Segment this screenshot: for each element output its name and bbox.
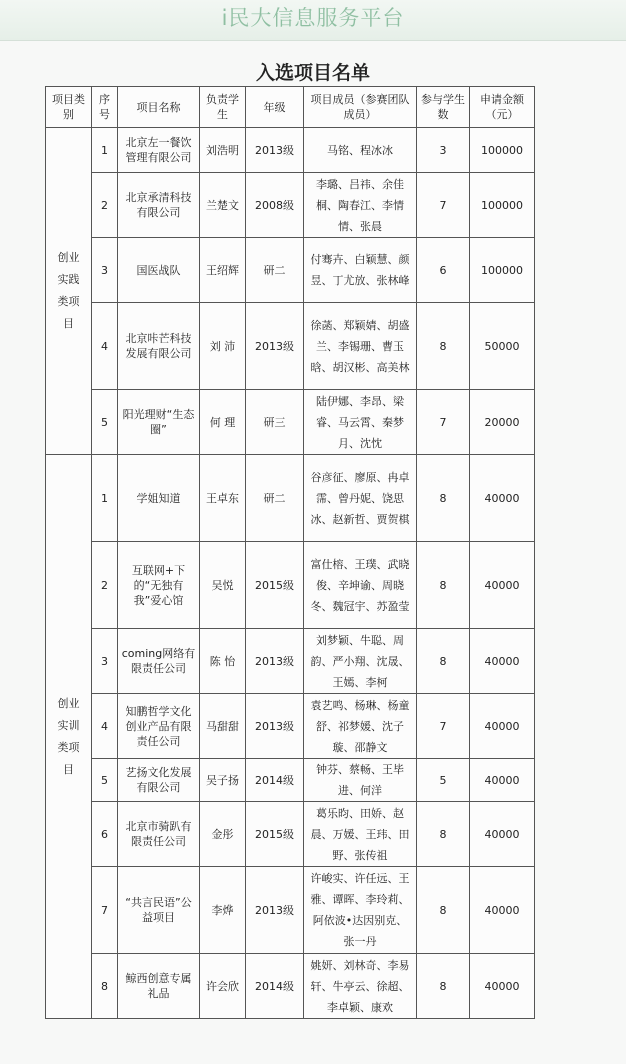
grade: 2015级 (246, 542, 304, 629)
table-row (46, 694, 535, 759)
table-row (46, 867, 535, 954)
student-count: 6 (417, 238, 470, 303)
requested-amount: 40000 (470, 629, 535, 694)
team-members: 许峻实、许任远、王雅、谭晖、李玲莉、阿依波•达因别克、张一丹 (304, 867, 417, 954)
student-count: 7 (417, 390, 470, 455)
table-row (46, 759, 535, 802)
student-count: 7 (417, 694, 470, 759)
requested-amount: 40000 (470, 455, 535, 542)
category-cell: 创业实训类项目 (46, 455, 92, 1019)
table-row (46, 173, 535, 238)
header-student-count: 参与学生数 (417, 87, 470, 128)
table-row (46, 390, 535, 455)
row-number: 3 (92, 629, 118, 694)
student-count: 7 (417, 173, 470, 238)
row-number: 5 (92, 390, 118, 455)
project-name: 北京咔芒科技发展有限公司 (118, 303, 200, 390)
team-members: 谷彦征、廖原、冉卓霈、曾丹妮、饶思冰、赵新哲、贾贺棋 (304, 455, 417, 542)
table-row (46, 128, 535, 173)
project-name: 阳光理财“生态圈” (118, 390, 200, 455)
requested-amount: 40000 (470, 694, 535, 759)
table-row (46, 455, 535, 542)
grade: 2015级 (246, 802, 304, 867)
header-leader: 负责学生 (200, 87, 246, 128)
table-row (46, 303, 535, 390)
requested-amount: 20000 (470, 390, 535, 455)
team-members: 李璐、吕祎、余佳桐、陶春江、李情情、张晨 (304, 173, 417, 238)
project-name: 知鹏哲学文化创业产品有限责任公司 (118, 694, 200, 759)
project-name: 北京左一餐饮管理有限公司 (118, 128, 200, 173)
leader-name: 陈 怡 (200, 629, 246, 694)
row-number: 3 (92, 238, 118, 303)
grade: 研三 (246, 390, 304, 455)
project-name: 互联网+下的“无独有我”爱心馆 (118, 542, 200, 629)
project-name: 鲸西创意专属礼品 (118, 954, 200, 1019)
table-row (46, 238, 535, 303)
requested-amount: 50000 (470, 303, 535, 390)
grade: 2013级 (246, 303, 304, 390)
student-count: 8 (417, 954, 470, 1019)
leader-name: 马甜甜 (200, 694, 246, 759)
table-row (46, 629, 535, 694)
student-count: 8 (417, 629, 470, 694)
requested-amount: 40000 (470, 542, 535, 629)
grade: 研二 (246, 238, 304, 303)
table-header-row (46, 87, 535, 128)
team-members: 葛乐昀、田娇、赵晨、万媛、王玮、田野、张传祖 (304, 802, 417, 867)
leader-name: 吴悦 (200, 542, 246, 629)
grade: 2014级 (246, 759, 304, 802)
requested-amount: 40000 (470, 802, 535, 867)
row-number: 1 (92, 455, 118, 542)
requested-amount: 40000 (470, 867, 535, 954)
project-name: 学姐知道 (118, 455, 200, 542)
requested-amount: 100000 (470, 128, 535, 173)
student-count: 8 (417, 303, 470, 390)
team-members: 陆伊娜、李昂、梁睿、马云霄、秦梦月、沈忱 (304, 390, 417, 455)
leader-name: 金彤 (200, 802, 246, 867)
student-count: 3 (417, 128, 470, 173)
team-members: 富仕榕、王璞、武晓俊、辛坤谕、周晓冬、魏冠宇、苏盈莹 (304, 542, 417, 629)
project-name: 北京市骑趴有限责任公司 (118, 802, 200, 867)
row-number: 4 (92, 694, 118, 759)
leader-name: 刘 沛 (200, 303, 246, 390)
header-project-name: 项目名称 (118, 87, 200, 128)
table-row (46, 542, 535, 629)
grade: 2013级 (246, 128, 304, 173)
top-bar (0, 0, 626, 41)
student-count: 5 (417, 759, 470, 802)
row-number: 7 (92, 867, 118, 954)
category-cell: 创业实践类项目 (46, 128, 92, 455)
row-number: 6 (92, 802, 118, 867)
leader-name: 兰楚文 (200, 173, 246, 238)
platform-title: i民大信息服务平台 (221, 6, 405, 30)
project-name: 国医战队 (118, 238, 200, 303)
row-number: 2 (92, 542, 118, 629)
grade: 2008级 (246, 173, 304, 238)
grade: 2013级 (246, 867, 304, 954)
leader-name: 吴子扬 (200, 759, 246, 802)
project-name: 艺扬文化发展有限公司 (118, 759, 200, 802)
table-row (46, 954, 535, 1019)
header-members: 项目成员（参赛团队成员） (304, 87, 417, 128)
leader-name: 王绍辉 (200, 238, 246, 303)
leader-name: 刘浩明 (200, 128, 246, 173)
leader-name: 何 理 (200, 390, 246, 455)
row-number: 2 (92, 173, 118, 238)
leader-name: 许会欣 (200, 954, 246, 1019)
grade: 2014级 (246, 954, 304, 1019)
team-members: 刘梦颖、牛聪、周韵、严小翔、沈晟、王嫣、李柯 (304, 629, 417, 694)
table-row (46, 802, 535, 867)
project-list-table (45, 86, 535, 1019)
requested-amount: 40000 (470, 954, 535, 1019)
team-members: 马铭、程冰冰 (304, 128, 417, 173)
team-members: 徐菡、郑颖婧、胡盛兰、李锡珊、曹玉晗、胡汉彬、高美林 (304, 303, 417, 390)
student-count: 8 (417, 455, 470, 542)
project-name: coming网络有限责任公司 (118, 629, 200, 694)
team-members: 袁艺鸣、杨琳、杨童舒、祁梦媛、沈子璇、邵静文 (304, 694, 417, 759)
row-number: 8 (92, 954, 118, 1019)
student-count: 8 (417, 542, 470, 629)
page-title: 入选项目名单 (255, 62, 370, 84)
project-name: “共言民语”公益项目 (118, 867, 200, 954)
row-number: 5 (92, 759, 118, 802)
grade: 2013级 (246, 694, 304, 759)
leader-name: 李烨 (200, 867, 246, 954)
project-name: 北京承清科技有限公司 (118, 173, 200, 238)
team-members: 钟芬、蔡畅、王毕进、何洋 (304, 759, 417, 802)
header-amount: 申请金额（元） (470, 87, 535, 128)
grade: 2013级 (246, 629, 304, 694)
requested-amount: 40000 (470, 759, 535, 802)
requested-amount: 100000 (470, 238, 535, 303)
leader-name: 王卓东 (200, 455, 246, 542)
requested-amount: 100000 (470, 173, 535, 238)
row-number: 4 (92, 303, 118, 390)
team-members: 姚妍、刘林奇、李易轩、牛亭云、徐超、李卓颖、康欢 (304, 954, 417, 1019)
grade: 研二 (246, 455, 304, 542)
row-number: 1 (92, 128, 118, 173)
header-grade: 年级 (246, 87, 304, 128)
header-category: 项目类别 (46, 87, 92, 128)
header-number: 序号 (92, 87, 118, 128)
student-count: 8 (417, 802, 470, 867)
team-members: 付骞卉、白颖慧、颜昱、丁尤放、张林峰 (304, 238, 417, 303)
student-count: 8 (417, 867, 470, 954)
